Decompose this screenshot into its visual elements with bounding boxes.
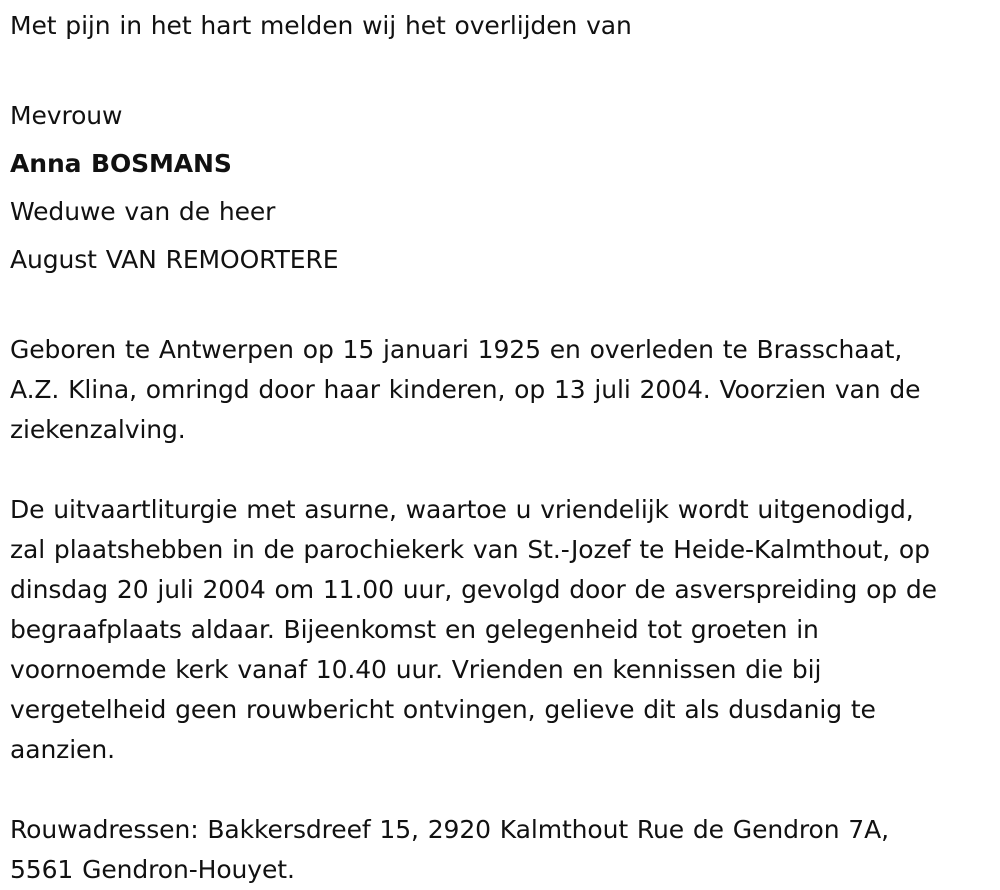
spacer bbox=[10, 56, 995, 98]
paragraph-line: aanzien. bbox=[10, 735, 115, 764]
addresses-paragraph bbox=[10, 810, 995, 890]
birth-death-paragraph bbox=[10, 330, 995, 450]
spouse-name: August VAN REMOORTERE bbox=[10, 245, 339, 274]
funeral-paragraph bbox=[10, 490, 995, 770]
paragraph-line: begraafplaats aldaar. Bijeenkomst en gelegenheid tot groeten in bbox=[10, 615, 819, 644]
paragraph-line: Rouwadressen: Bakkersdreef 15, 2920 Kalmthout Rue de Gendron 7A, bbox=[10, 815, 889, 844]
paragraph-line: Geboren te Antwerpen op 15 januari 1925 en overleden te Brasschaat, bbox=[10, 335, 903, 364]
paragraph-line: vergetelheid geen rouwbericht ontvingen, gelieve dit als dusdanig te bbox=[10, 695, 876, 724]
deceased-name: Anna BOSMANS bbox=[10, 149, 232, 178]
salutation: Mevrouw bbox=[10, 101, 123, 130]
spacer bbox=[10, 290, 995, 330]
spacer bbox=[10, 770, 995, 810]
paragraph-line: zal plaatshebben in de parochiekerk van St.-Jozef te Heide-Kalmthout, op bbox=[10, 535, 930, 564]
paragraph-line: voornoemde kerk vanaf 10.40 uur. Vrienden en kennissen die bij bbox=[10, 655, 822, 684]
paragraph-line: De uitvaartliturgie met asurne, waartoe u vriendelijk wordt uitgenodigd, bbox=[10, 495, 914, 524]
paragraph-line: A.Z. Klina, omringd door haar kinderen, op 13 juli 2004. Voorzien van de bbox=[10, 375, 921, 404]
spacer bbox=[10, 450, 995, 490]
obituary-notice bbox=[10, 8, 995, 890]
relation-text: Weduwe van de heer bbox=[10, 197, 276, 226]
paragraph-line: dinsdag 20 juli 2004 om 11.00 uur, gevolgd door de asverspreiding op de bbox=[10, 575, 937, 604]
paragraph-line: 5561 Gendron-Houyet. bbox=[10, 855, 295, 884]
paragraph-line: ziekenzalving. bbox=[10, 415, 186, 444]
intro-text: Met pijn in het hart melden wij het overlijden van bbox=[10, 11, 632, 40]
